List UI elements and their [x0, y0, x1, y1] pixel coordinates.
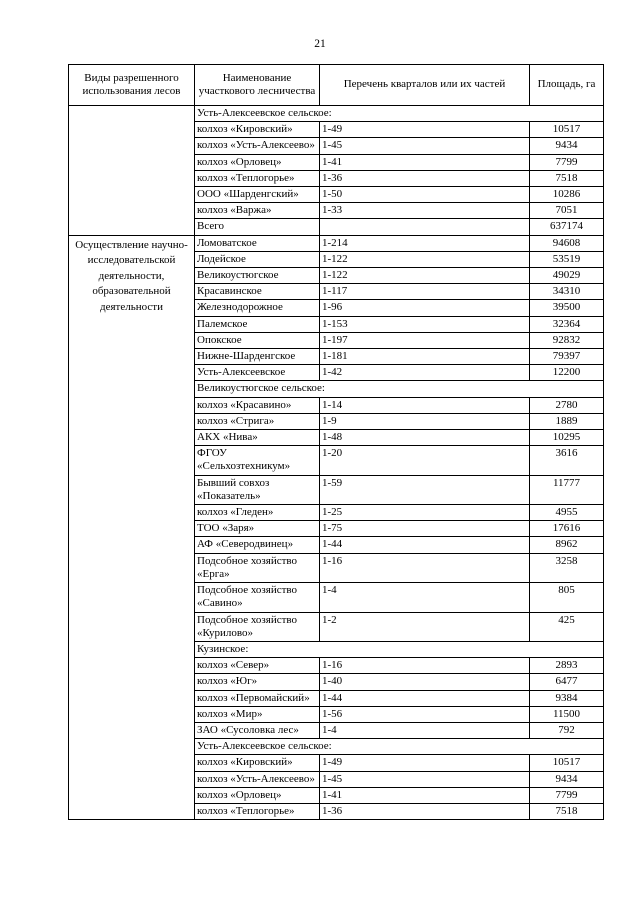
forestry-cell: Ломоватское — [195, 235, 320, 251]
forestry-cell: Усть-Алексеевское — [195, 365, 320, 381]
area-cell: 7518 — [530, 170, 604, 186]
area-cell: 34310 — [530, 284, 604, 300]
area-cell: 1889 — [530, 413, 604, 429]
forestry-cell: Нижне-Шарденгское — [195, 349, 320, 365]
area-cell: 9434 — [530, 771, 604, 787]
quarters-cell: 1-4 — [320, 583, 530, 612]
forestry-cell: ООО «Шарденгский» — [195, 187, 320, 203]
forestry-cell: колхоз «Теплогорье» — [195, 170, 320, 186]
area-cell: 12200 — [530, 365, 604, 381]
table-header-row — [69, 65, 604, 106]
quarters-cell: 1-122 — [320, 268, 530, 284]
area-cell: 11777 — [530, 475, 604, 504]
forestry-cell: колхоз «Кировский» — [195, 122, 320, 138]
forestry-cell: ФГОУ «Сельхозтехникум» — [195, 446, 320, 475]
quarters-cell: 1-96 — [320, 300, 530, 316]
forestry-cell: колхоз «Красавино» — [195, 397, 320, 413]
forestry-cell: ТОО «Заря» — [195, 521, 320, 537]
area-cell: 425 — [530, 612, 604, 641]
quarters-cell: 1-45 — [320, 771, 530, 787]
area-cell: 9384 — [530, 690, 604, 706]
area-cell: 3258 — [530, 553, 604, 582]
quarters-cell: 1-48 — [320, 430, 530, 446]
forestry-cell: колхоз «Кировский» — [195, 755, 320, 771]
area-cell: 10295 — [530, 430, 604, 446]
subheader-cell: Великоустюгское сельское: — [195, 381, 604, 397]
area-cell: 10517 — [530, 755, 604, 771]
quarters-cell: 1-44 — [320, 537, 530, 553]
quarters-cell: 1-16 — [320, 553, 530, 582]
forestry-cell: Опокское — [195, 332, 320, 348]
area-cell: 805 — [530, 583, 604, 612]
quarters-cell: 1-153 — [320, 316, 530, 332]
subheader-row — [69, 106, 604, 122]
table-body — [69, 106, 604, 820]
forestry-cell: колхоз «Варжа» — [195, 203, 320, 219]
forestry-cell: колхоз «Первомайский» — [195, 690, 320, 706]
forestry-cell: Лодейское — [195, 251, 320, 267]
area-cell: 2893 — [530, 658, 604, 674]
forestry-cell: колхоз «Теплогорье» — [195, 803, 320, 819]
quarters-cell: 1-14 — [320, 397, 530, 413]
quarters-cell: 1-2 — [320, 612, 530, 641]
quarters-cell: 1-25 — [320, 505, 530, 521]
area-cell: 7799 — [530, 154, 604, 170]
area-cell: 7799 — [530, 787, 604, 803]
forestry-cell: Подсобное хозяйство «Савино» — [195, 583, 320, 612]
area-cell: 9434 — [530, 138, 604, 154]
quarters-cell: 1-33 — [320, 203, 530, 219]
total-label: Всего — [195, 219, 320, 235]
forestry-cell: колхоз «Усть-Алексеево» — [195, 138, 320, 154]
quarters-cell: 1-59 — [320, 475, 530, 504]
quarters-cell: 1-20 — [320, 446, 530, 475]
area-cell: 7518 — [530, 803, 604, 819]
area-cell: 2780 — [530, 397, 604, 413]
quarters-cell: 1-4 — [320, 722, 530, 738]
subheader-cell: Усть-Алексеевское сельское: — [195, 106, 604, 122]
forestry-cell: колхоз «Усть-Алексеево» — [195, 771, 320, 787]
quarters-cell: 1-56 — [320, 706, 530, 722]
quarters-cell: 1-36 — [320, 803, 530, 819]
quarters-cell: 1-16 — [320, 658, 530, 674]
page-number: 21 — [314, 38, 326, 50]
quarters-cell: 1-9 — [320, 413, 530, 429]
forestry-cell: колхоз «Стрига» — [195, 413, 320, 429]
quarters-cell: 1-181 — [320, 349, 530, 365]
quarters-cell: 1-214 — [320, 235, 530, 251]
forestry-cell: Подсобное хозяйство «Ерга» — [195, 553, 320, 582]
category-cell-empty — [69, 106, 195, 236]
forestry-cell: ЗАО «Сусоловка лес» — [195, 722, 320, 738]
area-cell: 49029 — [530, 268, 604, 284]
quarters-cell: 1-42 — [320, 365, 530, 381]
quarters-cell: 1-36 — [320, 170, 530, 186]
quarters-cell: 1-41 — [320, 154, 530, 170]
area-cell: 10286 — [530, 187, 604, 203]
forest-use-table — [68, 64, 604, 820]
forestry-cell: АКХ «Нива» — [195, 430, 320, 446]
quarters-cell: 1-41 — [320, 787, 530, 803]
forestry-cell: Подсобное хозяйство «Курилово» — [195, 612, 320, 641]
subheader-cell: Усть-Алексеевское сельское: — [195, 739, 604, 755]
forestry-cell: Великоустюгское — [195, 268, 320, 284]
quarters-cell: 1-49 — [320, 755, 530, 771]
forestry-cell: колхоз «Мир» — [195, 706, 320, 722]
subheader-cell: Кузинское: — [195, 641, 604, 657]
total-quarters — [320, 219, 530, 235]
forestry-cell: Железнодорожное — [195, 300, 320, 316]
quarters-cell: 1-45 — [320, 138, 530, 154]
header-area: Площадь, га — [530, 65, 604, 106]
area-cell: 94608 — [530, 235, 604, 251]
header-use-type: Виды разрешенного использования лесов — [69, 65, 195, 106]
forestry-cell: АФ «Северодвинец» — [195, 537, 320, 553]
quarters-cell: 1-49 — [320, 122, 530, 138]
quarters-cell: 1-50 — [320, 187, 530, 203]
area-cell: 792 — [530, 722, 604, 738]
quarters-cell: 1-122 — [320, 251, 530, 267]
area-cell: 4955 — [530, 505, 604, 521]
total-area: 637174 — [530, 219, 604, 235]
area-cell: 39500 — [530, 300, 604, 316]
area-cell: 17616 — [530, 521, 604, 537]
forestry-cell: колхоз «Гледен» — [195, 505, 320, 521]
forestry-cell: Бывший совхоз «Показатель» — [195, 475, 320, 504]
area-cell: 92832 — [530, 332, 604, 348]
forestry-cell: колхоз «Орловец» — [195, 787, 320, 803]
area-cell: 3616 — [530, 446, 604, 475]
area-cell: 32364 — [530, 316, 604, 332]
forestry-cell: колхоз «Юг» — [195, 674, 320, 690]
forestry-cell: Палемское — [195, 316, 320, 332]
quarters-cell: 1-40 — [320, 674, 530, 690]
forestry-cell: колхоз «Север» — [195, 658, 320, 674]
area-cell: 53519 — [530, 251, 604, 267]
quarters-cell: 1-197 — [320, 332, 530, 348]
forestry-cell: колхоз «Орловец» — [195, 154, 320, 170]
area-cell: 6477 — [530, 674, 604, 690]
header-quarters: Перечень кварталов или их частей — [320, 65, 530, 106]
area-cell: 8962 — [530, 537, 604, 553]
table-row — [69, 235, 604, 251]
area-cell: 10517 — [530, 122, 604, 138]
quarters-cell: 1-44 — [320, 690, 530, 706]
area-cell: 7051 — [530, 203, 604, 219]
header-forestry: Наименование участкового лесничества — [195, 65, 320, 106]
area-cell: 79397 — [530, 349, 604, 365]
quarters-cell: 1-117 — [320, 284, 530, 300]
category-cell: Осуществление научно-исследовательской деятельности, образовательной деятельности — [69, 235, 195, 820]
forestry-cell: Красавинское — [195, 284, 320, 300]
quarters-cell: 1-75 — [320, 521, 530, 537]
area-cell: 11500 — [530, 706, 604, 722]
